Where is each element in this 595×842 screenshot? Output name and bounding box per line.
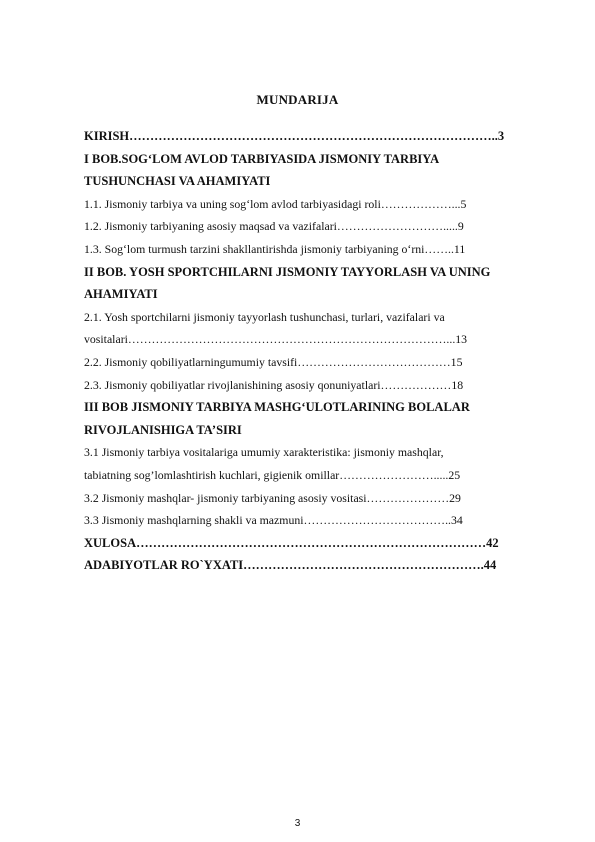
- toc-entry-2-3: 2.3. Jismoniy qobiliyatlar rivojlanishining asosiy qonuniyatlari………………18: [84, 377, 464, 392]
- toc-entry-adabiyotlar: ADABIYOTLAR RO`YXATI………………………………………………….44: [84, 558, 497, 573]
- toc-entry-1-1: 1.1. Jismoniy tarbiya va uning sog‘lom avlod tarbiyasidagi roli………………...5: [84, 196, 467, 211]
- toc-entry-2-1: 2.1. Yosh sportchilarni jismoniy tayyorlash tushunchasi, turlari, vazifalari va: [84, 309, 445, 324]
- toc-entry-3-3: 3.3 Jismoniy mashqlarning shakli va mazmuni………………………………..34: [84, 513, 463, 528]
- page-title: MUNDARIJA: [256, 92, 339, 107]
- toc-chapter-1-heading: I BOB.SOG‘LOM AVLOD TARBIYASIDA JISMONIY TARBIYA: [84, 151, 440, 166]
- toc-entry-1-2: 1.2. Jismoniy tarbiyaning asosiy maqsad va vazifalari……………………….....9: [84, 219, 464, 234]
- toc-entry-3-1: 3.1 Jismoniy tarbiya vositalariga umumiy xarakteristika: jismoniy mashqlar,: [84, 445, 444, 460]
- toc-chapter-2-heading: II BOB. YOSH SPORTCHILARNI JISMONIY TAYYORLASH VA UNING: [84, 264, 491, 279]
- toc-entry-3-2: 3.2 Jismoniy mashqlar- jismoniy tarbiyaning asosiy vositasi…………………29: [84, 490, 461, 505]
- toc-chapter-3-heading-cont: RIVOJLANISHIGA TA’SIRI: [84, 422, 242, 437]
- toc-entry-1-3: 1.3. Sog‘lom turmush tarzini shakllantirishda jismoniy tarbiyaning o‘rni……..11: [84, 241, 466, 256]
- toc-entry-2-1-cont: vositalari………………………………………………………………………...13: [84, 332, 468, 347]
- toc-chapter-3-heading: III BOB JISMONIY TARBIYA MASHG‘ULOTLARINING BOLALAR: [84, 400, 470, 415]
- toc-entry-3-1-cont: tabiatning sog’lomlashtirish kuchlari, gigienik omillar…………………….....25: [84, 467, 461, 482]
- page-number: 3: [294, 818, 301, 829]
- toc-entry-2-2: 2.2. Jismoniy qobiliyatlarningumumiy tavsifi…………………………………15: [84, 354, 463, 369]
- table-of-contents: [84, 125, 548, 577]
- toc-chapter-1-heading-cont: TUSHUNCHASI VA AHAMIYATI: [84, 174, 271, 189]
- toc-chapter-2-heading-cont: AHAMIYATI: [84, 287, 158, 302]
- toc-entry-xulosa: XULOSA…………………………………………………………………………42: [84, 535, 499, 550]
- toc-entry-kirish: KIRISH……………………………………………………………………………..3: [84, 129, 505, 143]
